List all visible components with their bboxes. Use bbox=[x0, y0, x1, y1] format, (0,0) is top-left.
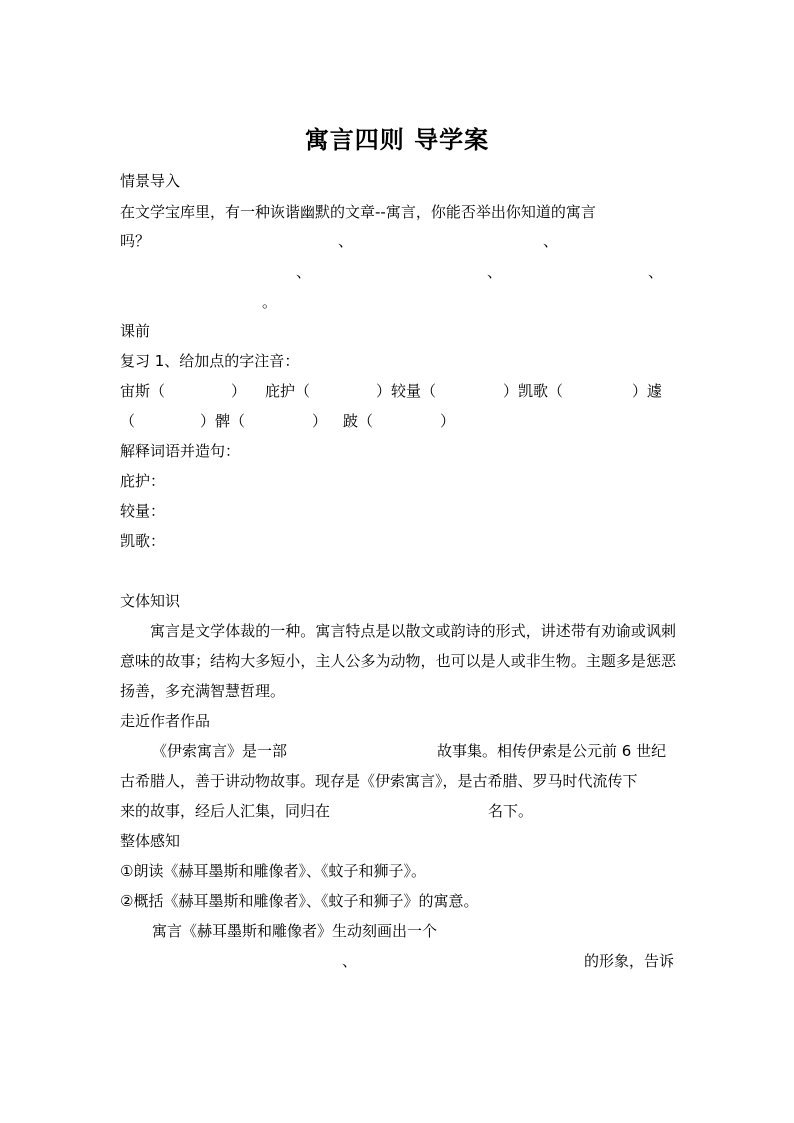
blank-separator: 、 bbox=[648, 263, 664, 281]
pinyin-item: ） bbox=[440, 412, 456, 430]
intro-question-line2: 吗？ bbox=[120, 232, 151, 250]
explain-heading: 解释词语并造句： bbox=[120, 442, 241, 460]
blank-end-mark: 。 bbox=[262, 293, 278, 311]
blank-separator: 、 bbox=[342, 952, 358, 970]
overall-item-1: ①朗读《赫耳墨斯和雕像者》、《蚊子和狮子》。 bbox=[120, 862, 426, 880]
blank-separator: 、 bbox=[338, 232, 354, 250]
word-item: 庇护： bbox=[120, 472, 166, 490]
pinyin-item: ）凯歌（ bbox=[503, 382, 564, 400]
blank-separator: 、 bbox=[296, 263, 312, 281]
pinyin-item: 庇护（ bbox=[265, 382, 311, 400]
section-heading-overall: 整体感知 bbox=[120, 832, 181, 850]
section-heading-author: 走近作者作品 bbox=[120, 712, 211, 730]
author-line1-part2: 故事集。相传伊索是公元前 6 世纪 bbox=[437, 742, 667, 760]
intro-question-line1: 在文学宝库里，有一种诙谐幽默的文章--寓言，你能否举出你知道的寓言 bbox=[120, 203, 596, 221]
pinyin-item: （ bbox=[120, 412, 136, 430]
author-line1-part1: 《伊索寓言》是一部 bbox=[152, 742, 288, 760]
section-heading-genre: 文体知识 bbox=[120, 592, 181, 610]
author-line3-part1: 来的故事，经后人汇集，同归在 bbox=[120, 802, 331, 820]
word-item: 凯歌： bbox=[120, 532, 166, 550]
review-instruction: 复习 1、给加点的字注音： bbox=[120, 352, 300, 370]
blank-separator: 、 bbox=[543, 232, 559, 250]
genre-paragraph: 寓言是文学体裁的一种。寓言特点是以散文或韵诗的形式，讲述带有劝谕或讽刺意味的故事；结构大多短小，主人公多为动物，也可以是人或非生物。主题多是惩恶扬善，多充满智慧哲理。 bbox=[120, 622, 676, 700]
fable-tail: 的形象，告诉 bbox=[584, 952, 675, 970]
page-title: 寓言四则 导学案 bbox=[304, 125, 490, 154]
section-heading-preclass: 课前 bbox=[120, 322, 151, 340]
pinyin-item: ） bbox=[231, 382, 247, 400]
pinyin-item: ） bbox=[312, 412, 328, 430]
blank-separator: 、 bbox=[487, 263, 503, 281]
fable-line: 寓言《赫耳墨斯和雕像者》生动刻画出一个 bbox=[152, 922, 438, 940]
section-heading-intro: 情景导入 bbox=[120, 172, 181, 190]
author-line3-part2: 名下。 bbox=[488, 802, 534, 820]
pinyin-item: ）较量（ bbox=[376, 382, 437, 400]
pinyin-item: 宙斯（ bbox=[120, 382, 166, 400]
word-item: 较量： bbox=[120, 502, 166, 520]
overall-item-2: ②概括《赫耳墨斯和雕像者》、《蚊子和狮子》的寓意。 bbox=[120, 892, 479, 910]
pinyin-item: 跛（ bbox=[343, 412, 374, 430]
pinyin-item: ）遽 bbox=[632, 382, 663, 400]
pinyin-item: ）髀（ bbox=[200, 412, 246, 430]
author-line2: 古希腊人，善于讲动物故事。现存是《伊索寓言》，是古希腊、罗马时代流传下 bbox=[120, 772, 638, 790]
